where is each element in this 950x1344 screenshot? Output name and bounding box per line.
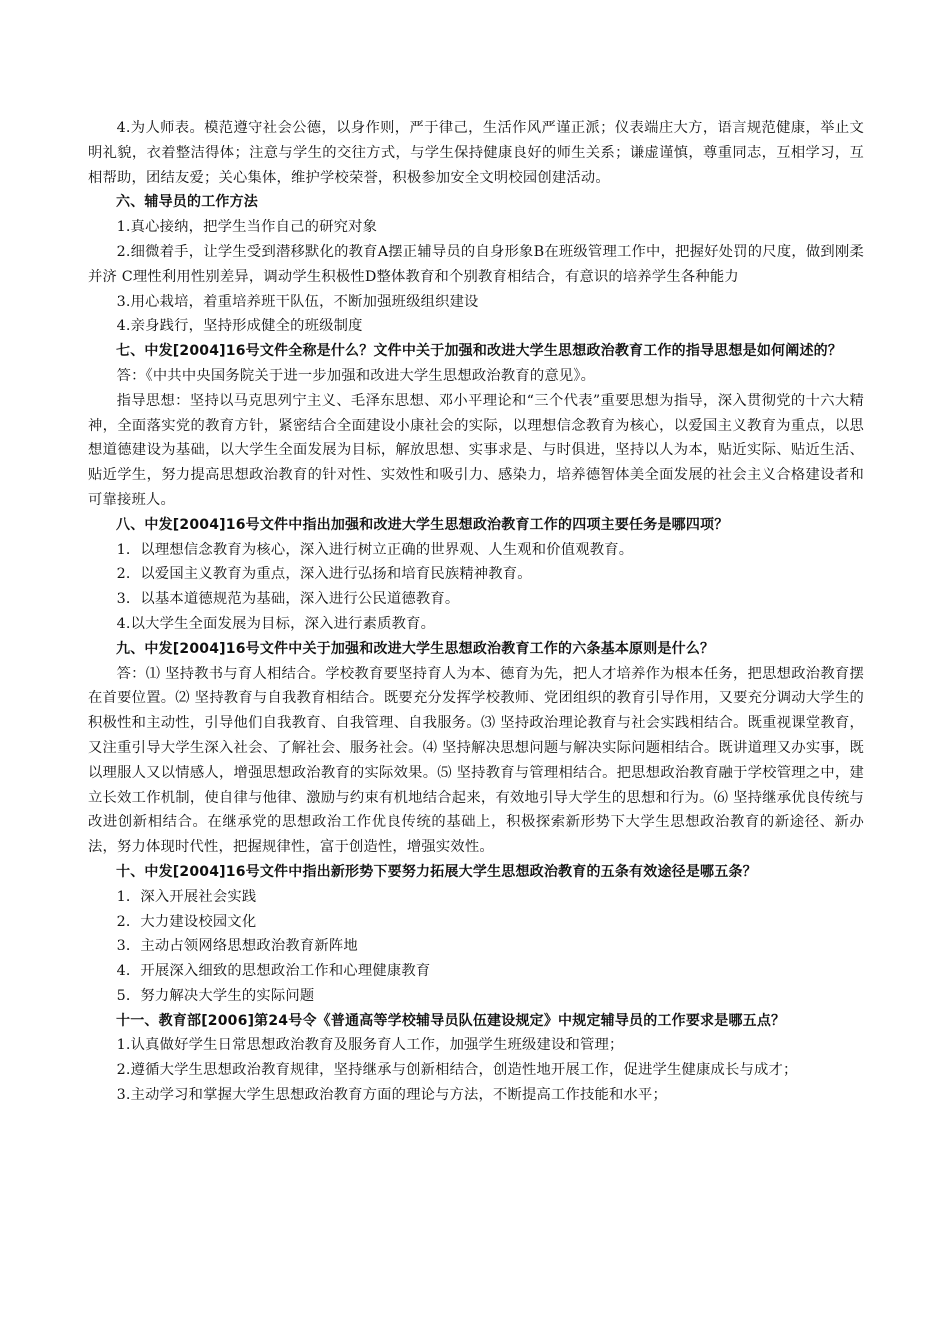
list-item: 4.以大学生全面发展为目标，深入进行素质教育。 bbox=[116, 615, 436, 632]
section-heading-7: 七、中发[2004]16号文件全称是什么？文件中关于加强和改进大学生思想政治教育工作的指导思想是如何阐述的？ bbox=[116, 343, 843, 360]
list-item: 2．以爱国主义教育为重点，深入进行弘扬和培育民族精神教育。 bbox=[116, 566, 532, 583]
list-item: 1.认真做好学生日常思想政治教育及服务育人工作，加强学生班级建设和管理； bbox=[116, 1037, 624, 1054]
paragraph-role-model: 4.为人师表。模范遵守社会公德，以身作则，严于律己，生活作风严谨正派；仪表端庄大方，语言规范健康，举止文明礼貌，衣着整洁得体；注意与学生的交往方式，与学生保持健康良好的师生关系；谦虚谨慎，尊重同志，互相学习，互相帮助，团结友爱；关心集体，维护学校荣誉，积极参加安全文明校园创建活动。 bbox=[88, 120, 864, 186]
list-item: 3.用心栽培，着重培养班干队伍，不断加强班级组织建设 bbox=[116, 293, 479, 310]
section-heading-6: 六、辅导员的工作方法 bbox=[116, 194, 258, 211]
principles-paragraph: 答：⑴ 坚持教书与育人相结合。学校教育要坚持育人为本、德育为先，把人才培养作为根本任务，把思想政治教育摆在首要位置。⑵ 坚持教育与自我教育相结合。既要充分发挥学校教师、党团组织的教育引导作用，又要充分调动大学生的积极性和主动性，引导他们自我教育、自我管理、自我服务。⑶ 坚持政治理论教育与社会实践相结合。既重视课堂教育，又注重引导大学生深入社会、了解社会、服务社会。⑷ 坚持解决思想问题与解决实际问题相结合。既讲道理又办实事，既以理服人又以情感人，增强思想政治教育的实际效果。⑸ 坚持教育与管理相结合。把思想政治教育融于学校管理之中，建立长效工作机制，使自律与他律、激励与约束有机地结合起来，有效地引导大学生的思想和行为。⑹ 坚持继承优良传统与改进创新相结合。在继承党的思想政治工作优良传统的基础上，积极探索新形势下大学生思想政治教育的新途径、新办法，努力体现时代性，把握规律性，富于创造性，增强实效性。 bbox=[88, 665, 864, 856]
list-item: 4.亲身践行，坚持形成健全的班级制度 bbox=[116, 318, 363, 335]
guiding-thought-paragraph: 指导思想：坚持以马克思列宁主义、毛泽东思想、邓小平理论和“三个代表”重要思想为指导，深入贯彻党的十六大精神，全面落实党的教育方针，紧密结合全面建设小康社会的实际，以理想信念教育为核心，以爱国主义教育为重点，以思想道德建设为基础，以大学生全面发展为目标，解放思想、实事求是、与时俱进，坚持以人为本，贴近实际、贴近生活、贴近学生，努力提高思想政治教育的针对性、实效性和吸引力、感染力，培养德智体美全面发展的社会主义合格建设者和可靠接班人。 bbox=[88, 392, 864, 508]
list-item: 3.主动学习和掌握大学生思想政治教育方面的理论与方法，不断提高工作技能和水平； bbox=[116, 1087, 668, 1104]
list-item: 4．开展深入细致的思想政治工作和心理健康教育 bbox=[116, 963, 431, 980]
section-heading-8: 八、中发[2004]16号文件中指出加强和改进大学生思想政治教育工作的四项主要任务是哪四项？ bbox=[116, 516, 729, 533]
list-item: 5．努力解决大学生的实际问题 bbox=[116, 987, 315, 1004]
answer-paragraph: 答：《中共中央国务院关于进一步加强和改进大学生思想政治教育的意见》。 bbox=[116, 367, 596, 384]
section-heading-11: 十一、教育部[2006]第24号令《普通高等学校辅导员队伍建设规定》中规定辅导员的工作要求是哪五点？ bbox=[116, 1012, 786, 1029]
list-item: 2.遵循大学生思想政治教育规律，坚持继承与创新相结合，创造性地开展工作，促进学生健康成长与成才； bbox=[116, 1062, 798, 1079]
list-item: 2．大力建设校园文化 bbox=[116, 913, 257, 930]
list-item: 1．以理想信念教育为核心，深入进行树立正确的世界观、人生观和价值观教育。 bbox=[116, 541, 634, 558]
list-item: 3．主动占领网络思想政治教育新阵地 bbox=[116, 938, 358, 955]
list-item: 3．以基本道德规范为基础，深入进行公民道德教育。 bbox=[116, 591, 460, 608]
document-page bbox=[88, 116, 864, 1108]
list-item: 1.真心接纳，把学生当作自己的研究对象 bbox=[116, 219, 378, 236]
list-item: 1．深入开展社会实践 bbox=[116, 888, 257, 905]
list-item: 2.细微着手，让学生受到潜移默化的教育A摆正辅导员的自身形象B在班级管理工作中，把握好处罚的尺度，做到刚柔并济 C理性利用性别差异，调动学生积极性D整体教育和个别教育相结合，有意识的培养学生各种能力 bbox=[88, 243, 864, 285]
section-heading-9: 九、中发[2004]16号文件中关于加强和改进大学生思想政治教育工作的六条基本原则是什么？ bbox=[116, 640, 715, 657]
section-heading-10: 十、中发[2004]16号文件中指出新形势下要努力拓展大学生思想政治教育的五条有效途径是哪五条？ bbox=[116, 863, 757, 880]
